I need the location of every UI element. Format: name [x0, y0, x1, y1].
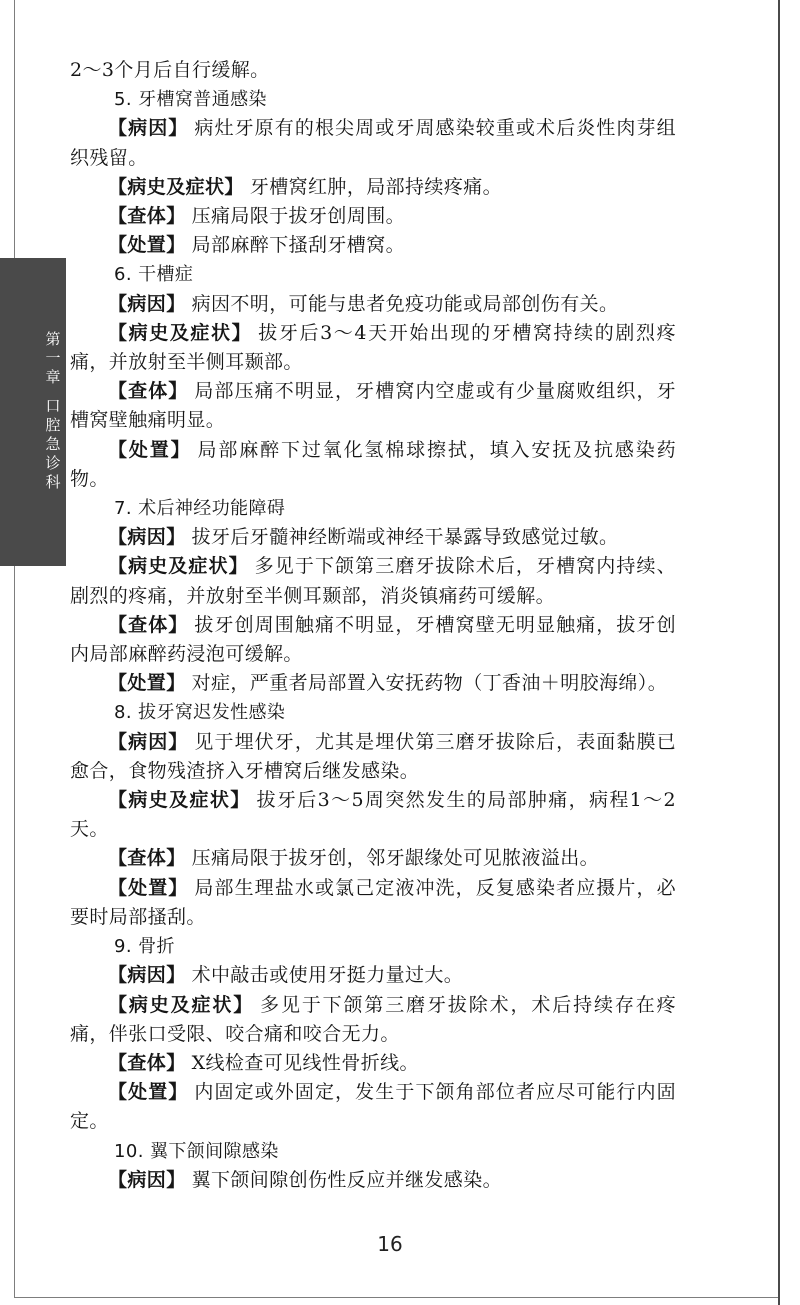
s9-exam — [70, 1049, 676, 1078]
s9-treatment — [70, 1078, 676, 1136]
label-cause: 【病因】 — [108, 1168, 186, 1191]
s6-history-text: 拔牙后3～4天开始出现的牙槽窝持续的剧烈疼痛，并放射至半侧耳颞部。 — [70, 321, 676, 374]
s6-cause-text: 病因不明，可能与患者免疫功能或局部创伤有关。 — [191, 292, 619, 315]
s5-exam — [70, 202, 676, 231]
page-body — [70, 56, 676, 1195]
label-cause: 【病因】 — [108, 526, 186, 549]
s9-history-text: 多见于下颌第三磨牙拔除术，术后持续存在疼痛，伴张口受限、咬合痛和咬合无力。 — [70, 993, 676, 1045]
label-history: 【病史及症状】 — [108, 789, 251, 812]
s9-cause-text: 术中敲击或使用牙挺力量过大。 — [191, 964, 464, 987]
s8-history — [70, 786, 676, 844]
section-heading-9: 9. 骨折 — [114, 936, 175, 958]
s7-treatment — [70, 669, 676, 698]
section-heading-5: 5. 牙槽窝普通感染 — [114, 89, 267, 111]
label-exam: 【查体】 — [108, 205, 186, 228]
s9-history — [70, 991, 676, 1049]
label-history: 【病史及症状】 — [108, 555, 249, 578]
s5-cause-text: 病灶牙原有的根尖周或牙周感染较重或术后炎性肉芽组织残留。 — [70, 117, 676, 169]
label-exam: 【查体】 — [108, 847, 186, 870]
s7-exam-text: 拔牙创周围触痛不明显，牙槽窝壁无明显触痛，拔牙创内局部麻醉药浸泡可缓解。 — [70, 613, 676, 666]
s8-exam — [70, 844, 676, 873]
section-heading-10: 10. 翼下颌间隙感染 — [114, 1140, 279, 1162]
s6-treatment-text: 局部麻醉下过氧化氢棉球擦拭，填入安抚及抗感染药物。 — [70, 438, 676, 490]
label-cause: 【病因】 — [108, 730, 189, 753]
label-treatment: 【处置】 — [108, 876, 189, 899]
s10-cause-text: 翼下颌间隙创伤性反应并继发感染。 — [191, 1168, 503, 1191]
chapter-title: 口腔急诊科 — [45, 397, 61, 491]
s6-treatment — [70, 436, 676, 494]
label-history: 【病史及症状】 — [108, 175, 244, 198]
s6-cause — [70, 290, 676, 319]
label-exam: 【查体】 — [108, 613, 189, 636]
s7-history — [70, 552, 676, 610]
label-treatment: 【处置】 — [108, 438, 192, 461]
s6-history — [70, 319, 676, 377]
s7-cause-text: 拔牙后牙髓神经断端或神经干暴露导致感觉过敏。 — [191, 526, 619, 549]
s10-cause — [70, 1166, 676, 1195]
label-cause: 【病因】 — [108, 117, 189, 140]
s7-exam — [70, 611, 676, 669]
s7-cause — [70, 523, 676, 552]
s8-cause — [70, 728, 676, 786]
s7-treatment-text: 对症，严重者局部置入安抚药物（丁香油＋明胶海绵）。 — [191, 672, 668, 695]
s5-history — [70, 173, 676, 202]
s9-exam-text: X线检查可见线性骨折线。 — [191, 1051, 419, 1074]
label-cause: 【病因】 — [108, 292, 186, 315]
label-history: 【病史及症状】 — [108, 321, 253, 344]
label-cause: 【病因】 — [108, 964, 186, 987]
section-heading-8: 8. 拔牙窝迟发性感染 — [114, 702, 286, 724]
s8-exam-text: 压痛局限于拔牙创，邻牙龈缘处可见脓液溢出。 — [191, 847, 600, 870]
intro-text: 2～3个月后自行缓解。 — [70, 59, 270, 81]
s8-history-text: 拔牙后3～5周突然发生的局部肿痛，病程1～2天。 — [70, 789, 676, 841]
label-exam: 【查体】 — [108, 1051, 186, 1074]
s5-treatment-text: 局部麻醉下搔刮牙槽窝。 — [191, 234, 406, 257]
label-treatment: 【处置】 — [108, 672, 186, 695]
label-treatment: 【处置】 — [108, 234, 186, 257]
s5-history-text: 牙槽窝红肿，局部持续疼痛。 — [249, 175, 503, 198]
s9-cause — [70, 961, 676, 990]
page-edge-line — [778, 0, 780, 1305]
s7-history-text: 多见于下颌第三磨牙拔除术后，牙槽窝内持续、剧烈的疼痛，并放射至半侧耳颞部，消炎镇痛药可缓解。 — [70, 555, 676, 607]
s8-treatment — [70, 874, 676, 932]
chapter-side-text — [42, 330, 64, 492]
s5-treatment — [70, 231, 676, 260]
chapter-number: 第一章 — [45, 330, 61, 386]
section-heading-7: 7. 术后神经功能障碍 — [114, 498, 286, 520]
label-history: 【病史及症状】 — [108, 993, 255, 1016]
label-treatment: 【处置】 — [108, 1081, 189, 1104]
s6-exam — [70, 377, 676, 435]
s5-cause — [70, 114, 676, 172]
page-number: 16 — [377, 1232, 403, 1256]
s9-treatment-text: 内固定或外固定，发生于下颌角部位者应尽可能行内固定。 — [70, 1081, 676, 1133]
s8-treatment-text: 局部生理盐水或氯己定液冲洗，反复感染者应摄片，必要时局部搔刮。 — [70, 876, 676, 928]
s5-exam-text: 压痛局限于拔牙创周围。 — [191, 205, 406, 228]
s6-exam-text: 局部压痛不明显，牙槽窝内空虚或有少量腐败组织，牙槽窝壁触痛明显。 — [70, 380, 676, 432]
label-exam: 【查体】 — [108, 380, 189, 403]
section-heading-6: 6. 干槽症 — [114, 264, 194, 286]
s8-cause-text: 见于埋伏牙，尤其是埋伏第三磨牙拔除后，表面黏膜已愈合，食物残渣挤入牙槽窝后继发感染。 — [70, 730, 676, 782]
